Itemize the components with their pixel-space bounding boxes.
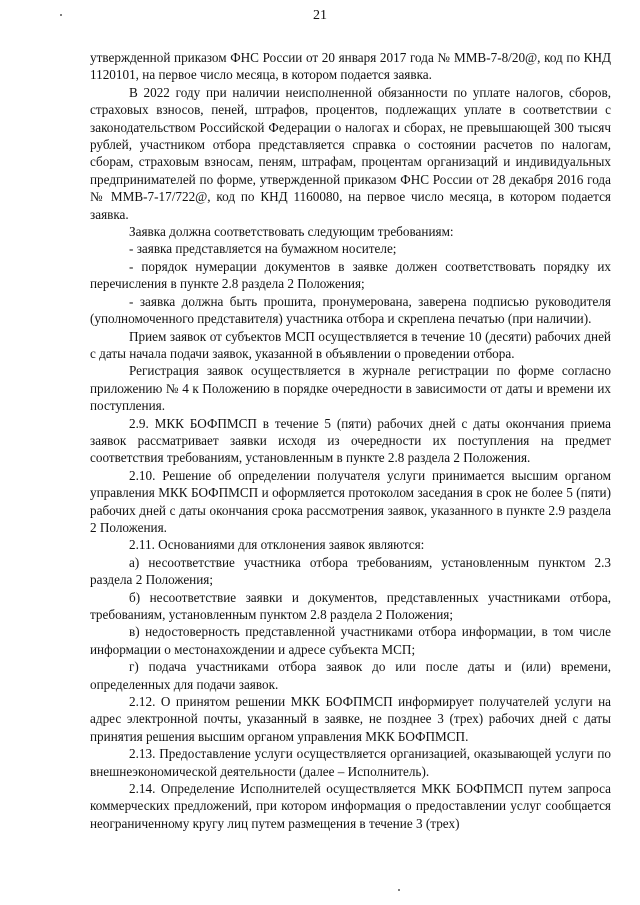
paragraph-requirements-intro: Заявка должна соответствовать следующим требованиям:: [129, 224, 454, 240]
paragraph-2-13: 2.13. Предоставление услуги осуществляется организацией, оказывающей услуги по внешнеэкономической деятельности (далее – Исполнитель).: [90, 746, 611, 779]
page-body: [90, 49, 611, 832]
list-item-v: в) недостоверность представленной участниками отбора информации, в том числе информации о местонахождении и адресе субъекта МСП;: [90, 624, 611, 657]
list-item-b: б) несоответствие заявки и документов, представленных участниками отбора, требованиям, установленным пунктом 2.8 раздела 2 Положения;: [90, 589, 611, 622]
paragraph-2-11: 2.11. Основаниями для отклонения заявок являются:: [129, 537, 425, 553]
paragraph-2-10: 2.10. Решение об определении получателя услуги принимается высшим органом управления МКК БОФПМСП и оформляется протоколом заседания в срок не более 5 (пяти) рабочих дней с даты окончания срока рассмотрения заявок, указанного в пункте 2.9 раздела 2 Положения.: [90, 467, 611, 535]
list-item-a: а) несоответствие участника отбора требованиям, установленным пунктом 2.3 раздела 2 Положения;: [90, 554, 611, 588]
page-number: 21: [313, 8, 327, 23]
paragraph-continuation: утвержденной приказом ФНС России от 20 января 2017 года № ММВ-7-8/20@, код по КНД 1120101, на первое число месяца, в котором подается заявка.: [90, 50, 611, 83]
paragraph-2-9: 2.9. МКК БОФПМСП в течение 5 (пяти) рабочих дней с даты окончания приема заявок рассматривает заявки исходя из очередности их поступления на предмет соответствия требованиям, установленным в пункте 2.8 раздела 2 Положения.: [90, 415, 611, 466]
scan-artifact-dot: [60, 14, 62, 16]
list-item-binding: - заявка должна быть прошита, пронумерована, заверена подписью руководителя (уполномоченного представителя) участника отбора и скреплена печатью (при наличии).: [90, 293, 611, 327]
list-item-numbering: - порядок нумерации документов в заявке должен соответствовать порядку их перечисления в пункте 2.8 раздела 2 Положения;: [90, 258, 611, 292]
paragraph-2-14: 2.14. Определение Исполнителей осуществляется МКК БОФПМСП путем запроса коммерческих предложений, при котором информация о предоставлении услуг сообщается неограниченному кругу лиц путем размещения в течение 3 (трех): [90, 781, 611, 831]
paragraph-acceptance: Прием заявок от субъектов МСП осуществляется в течение 10 (десяти) рабочих дней с даты начала подачи заявок, указанной в объявлении о проведении отбора.: [90, 328, 611, 361]
paragraph-registration: Регистрация заявок осуществляется в журнале регистрации по форме согласно приложению № 4 к Положению в порядке очередности в зависимости от даты и времени их поступления.: [90, 363, 611, 414]
scan-artifact-dot: [398, 889, 400, 891]
paragraph-tax-certificate: В 2022 году при наличии неисполненной обязанности по уплате налогов, сборов, страховых взносов, пеней, штрафов, процентов, подлежащих уплате в соответствии с законодательством Российской Федерации о налогах и сборах, не превышающей 300 тысяч рублей, участником отбора представляется справка о состоянии расчетов по налогам, сборам, страховым взносам, пеням, штрафам, процентам организаций и индивидуальных предпринимателей по форме, утвержденной приказом ФНС России от 28 декабря 2016 года № ММВ-7-17/722@, код по КНД 1160080, на первое число месяца, в котором подается заявка.: [90, 84, 611, 222]
list-item-g: г) подача участниками отбора заявок до или после даты и (или) времени, определенных для подачи заявок.: [90, 659, 611, 692]
paragraph-2-12: 2.12. О принятом решении МКК БОФПМСП информирует получателей услуги на адрес электронной почты, указанный в заявке, не позднее 3 (трех) рабочих дней с даты принятия решения высшим органом управления МКК БОФПМСП.: [90, 694, 611, 744]
list-item-paper-form: - заявка представляется на бумажном носителе;: [129, 241, 397, 257]
